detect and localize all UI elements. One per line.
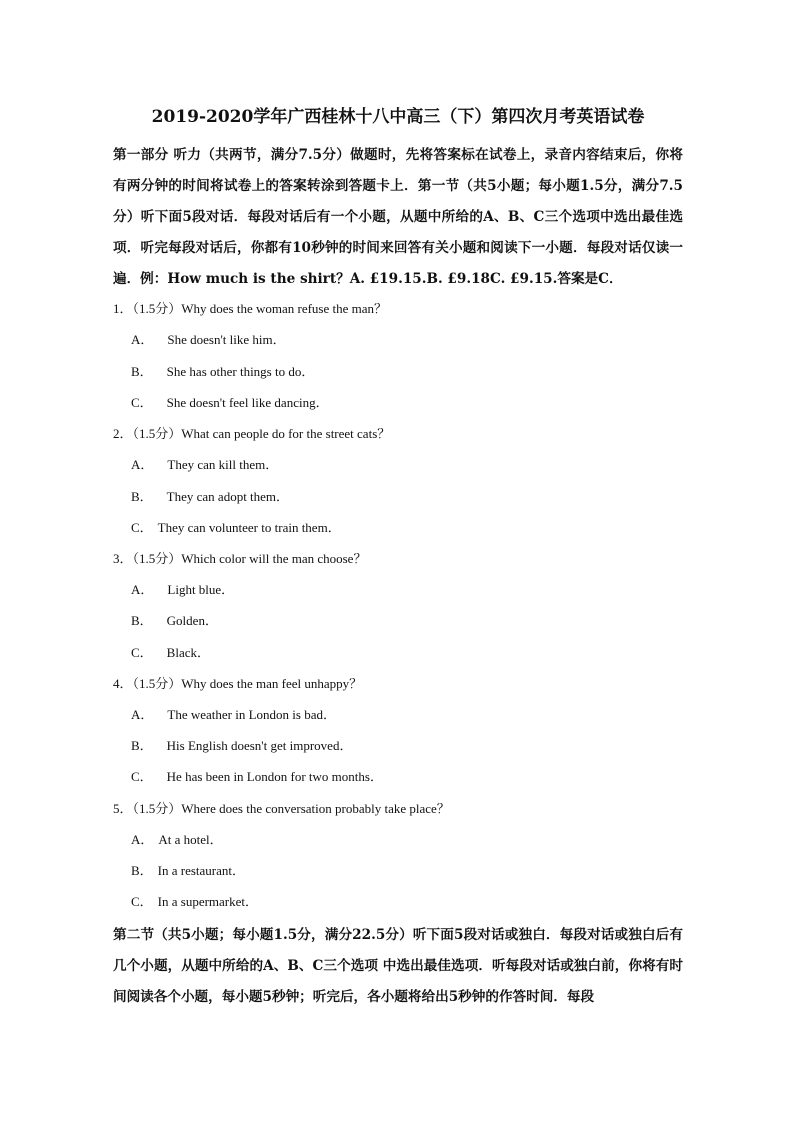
option-text: In a restaurant． (157, 863, 246, 878)
option-text: His English doesn't get improved． (166, 738, 353, 753)
option-letter: C． (131, 395, 153, 410)
question-3-option-c[interactable] (131, 643, 210, 663)
option-text: Golden． (166, 613, 218, 628)
option-letter: B． (131, 613, 153, 628)
option-letter: A． (131, 832, 154, 847)
question-3-option-a[interactable] (131, 580, 234, 600)
option-letter: A． (131, 707, 154, 722)
option-letter: C． (131, 894, 153, 909)
question-4-option-a[interactable] (131, 705, 336, 725)
option-text: The weather in London is bad． (167, 707, 336, 722)
question-2-stem: 2．（1.5分）What can people do for the street cats？ (113, 426, 391, 441)
option-text: Light blue． (167, 582, 235, 597)
option-letter: A． (131, 582, 154, 597)
listening-instructions: 第一部分 听力（共两节，满分7.5分）做题时，先将答案标在试卷上，录音内容结束后，你将有两分钟的时间将试卷上的答案转涂到答题卡上．第一节（共5小题；每小题1.5分，满分7.5分）听下面5段对话．每段对话后有一个小题，从题中所给的A、B、C三个选项中选出最佳选项．听完每段对话后，你都有10秒钟的时间来回答有关小题和阅读下一小题．每段对话仅读一遍．例：How much is the shirt？A. £19.15.B. £9.18C. £9.15.答案是C． (113, 147, 683, 287)
option-text: Black． (166, 645, 210, 660)
question-5-stem: 5．（1.5分）Where does the conversation probably take place？ (113, 801, 450, 816)
question-1-option-a[interactable] (131, 330, 286, 350)
option-text: They can volunteer to train them． (157, 520, 341, 535)
question-3-option-b[interactable] (131, 611, 218, 631)
option-text: In a supermarket． (157, 894, 259, 909)
option-text: At a hotel． (158, 832, 223, 847)
page-title: 2019-2020学年广西桂林十八中高三（下）第四次月考英语试卷 (151, 107, 645, 127)
question-1-stem: 1．（1.5分）Why does the woman refuse the man？ (113, 301, 388, 316)
question-1-option-c[interactable] (131, 393, 329, 413)
option-text: They can adopt them． (166, 489, 290, 504)
option-letter: B． (131, 738, 153, 753)
option-letter: C． (131, 645, 153, 660)
option-text: They can kill them． (167, 457, 279, 472)
question-5-option-b[interactable] (131, 861, 245, 881)
option-letter: B． (131, 364, 153, 379)
question-3-stem: 3．（1.5分）Which color will the man choose？ (113, 551, 367, 566)
question-2-option-a[interactable] (131, 455, 278, 475)
option-letter: B． (131, 489, 153, 504)
question-2-option-b[interactable] (131, 487, 289, 507)
option-text: She has other things to do． (166, 364, 315, 379)
option-letter: C． (131, 520, 153, 535)
section-2-instructions: 第二节（共5小题；每小题1.5分，满分22.5分）听下面5段对话或独白．每段对话或独白后有几个小题，从题中所给的A、B、C三个选项 中选出最佳选项．听每段对话或独白前，你将有时间阅读各个小题，每小题5秒钟；听完后，各小题将给出5秒钟的作答时间．每段 (113, 927, 683, 1005)
question-2-option-c[interactable] (131, 518, 341, 538)
question-5-option-c[interactable] (131, 892, 258, 912)
question-4-stem: 4．（1.5分）Why does the man feel unhappy？ (113, 676, 363, 691)
option-text: She doesn't like him． (167, 332, 286, 347)
option-text: She doesn't feel like dancing． (166, 395, 329, 410)
option-letter: A． (131, 332, 154, 347)
option-text: He has been in London for two months． (166, 769, 383, 784)
option-letter: B． (131, 863, 153, 878)
question-4-option-c[interactable] (131, 767, 383, 787)
question-4-option-b[interactable] (131, 736, 352, 756)
question-1-option-b[interactable] (131, 362, 314, 382)
option-letter: C． (131, 769, 153, 784)
question-5-option-a[interactable] (131, 830, 223, 850)
option-letter: A． (131, 457, 154, 472)
